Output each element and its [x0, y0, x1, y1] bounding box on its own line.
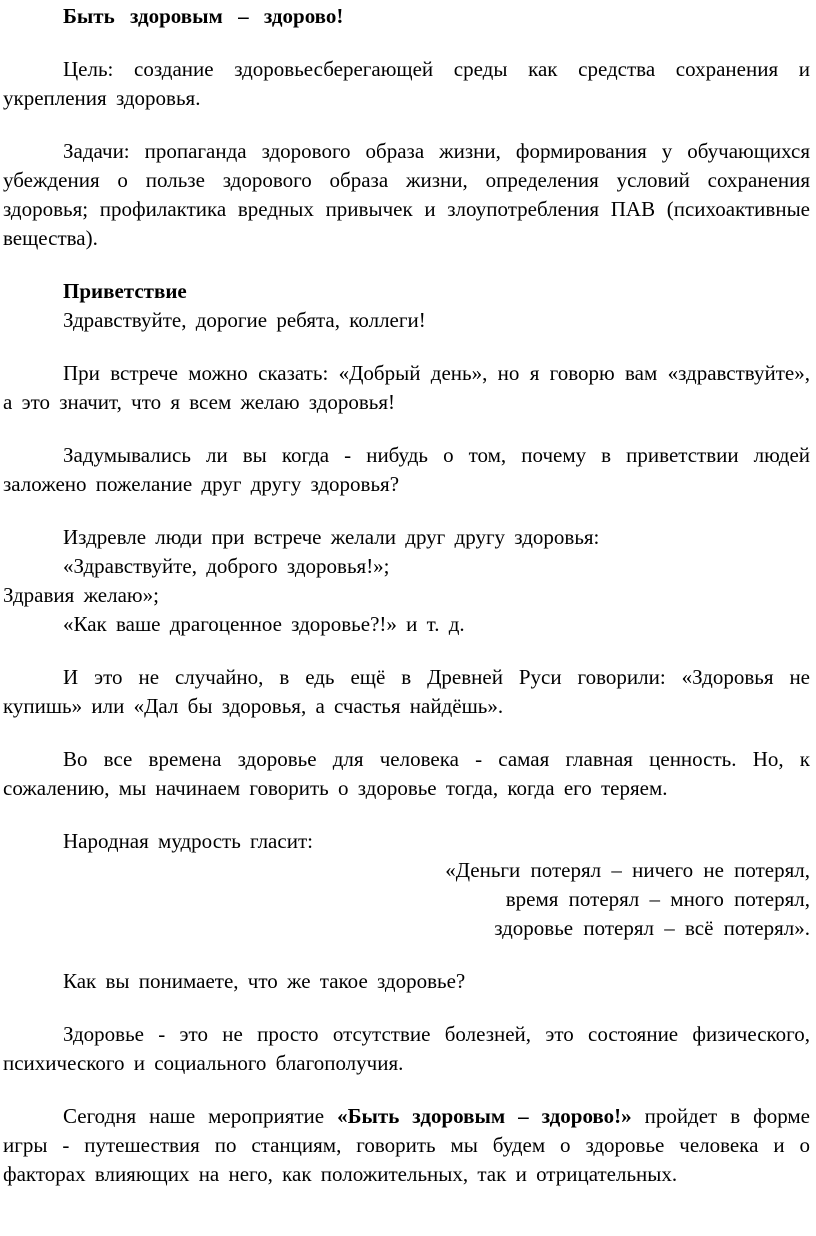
wisdom-line-3: здоровье потерял – всё потерял». — [494, 916, 810, 940]
spacer — [3, 721, 810, 745]
value-paragraph: Во все времена здоровье для человека - самая главная ценность. Но, к сожалению, мы начинаем говорить о здоровье тогда, когда его теряем. — [3, 747, 810, 800]
spacer — [3, 943, 810, 967]
document-title: Быть здоровым – здорово! — [63, 4, 344, 28]
today-text-after: пройдет в форме игры - путешествия по станциям, говорить мы будем о здоровье человека и о факторах влияющих на него, как положительных, так и отрицательных. — [3, 1104, 810, 1186]
greeting-line: Здравствуйте, дорогие ребята, коллеги! — [63, 308, 426, 332]
rus-paragraph: И это не случайно, в едь ещё в Древней Руси говорили: «Здоровья не купишь» или «Дал бы здоровья, а счастья найдёшь». — [3, 665, 810, 718]
spacer — [3, 335, 810, 359]
spacer — [3, 803, 810, 827]
ancient-line-1: Издревле люди при встрече желали друг другу здоровья: — [63, 525, 600, 549]
spacer — [3, 1078, 810, 1102]
ancient-line-3: Здравия желаю»; — [3, 583, 159, 607]
spacer — [3, 996, 810, 1020]
question-paragraph: Задумывались ли вы когда - нибудь о том, почему в приветствии людей заложено пожелание друг другу здоровья? — [3, 443, 810, 496]
wisdom-intro: Народная мудрость гласит: — [63, 829, 313, 853]
meeting-paragraph: При встрече можно сказать: «Добрый день», но я говорю вам «здравствуйте», а это значит, что я всем желаю здоровья! — [3, 361, 810, 414]
spacer — [3, 31, 810, 55]
wisdom-line-2: время потерял – много потерял, — [505, 887, 810, 911]
greeting-heading: Приветствие — [63, 279, 187, 303]
today-paragraph — [3, 1102, 810, 1189]
spacer — [3, 253, 810, 277]
tasks-paragraph: Задачи: пропаганда здорового образа жизни, формирования у обучающихся убеждения о пользе здорового образа жизни, определения условий сохранения здоровья; профилактика вредных привычек и злоупотребления ПАВ (психоактивные вещества). — [3, 139, 810, 250]
event-name: «Быть здоровым – здорово!» — [337, 1104, 632, 1128]
ancient-line-2: «Здравствуйте, доброго здоровья!»; — [63, 554, 390, 578]
spacer — [3, 417, 810, 441]
health-question: Как вы понимаете, что же такое здоровье? — [63, 969, 466, 993]
spacer — [3, 113, 810, 137]
today-text-before: Сегодня наше мероприятие — [63, 1104, 338, 1128]
wisdom-line-1: «Деньги потерял – ничего не потерял, — [445, 858, 810, 882]
spacer — [3, 639, 810, 663]
goal-paragraph: Цель: создание здоровьесберегающей среды как средства сохранения и укрепления здоровья. — [3, 57, 810, 110]
spacer — [3, 499, 810, 523]
definition-paragraph: Здоровье - это не просто отсутствие болезней, это состояние физического, психического и социального благополучия. — [3, 1022, 810, 1075]
ancient-line-4: «Как ваше драгоценное здоровье?!» и т. д. — [63, 612, 465, 636]
